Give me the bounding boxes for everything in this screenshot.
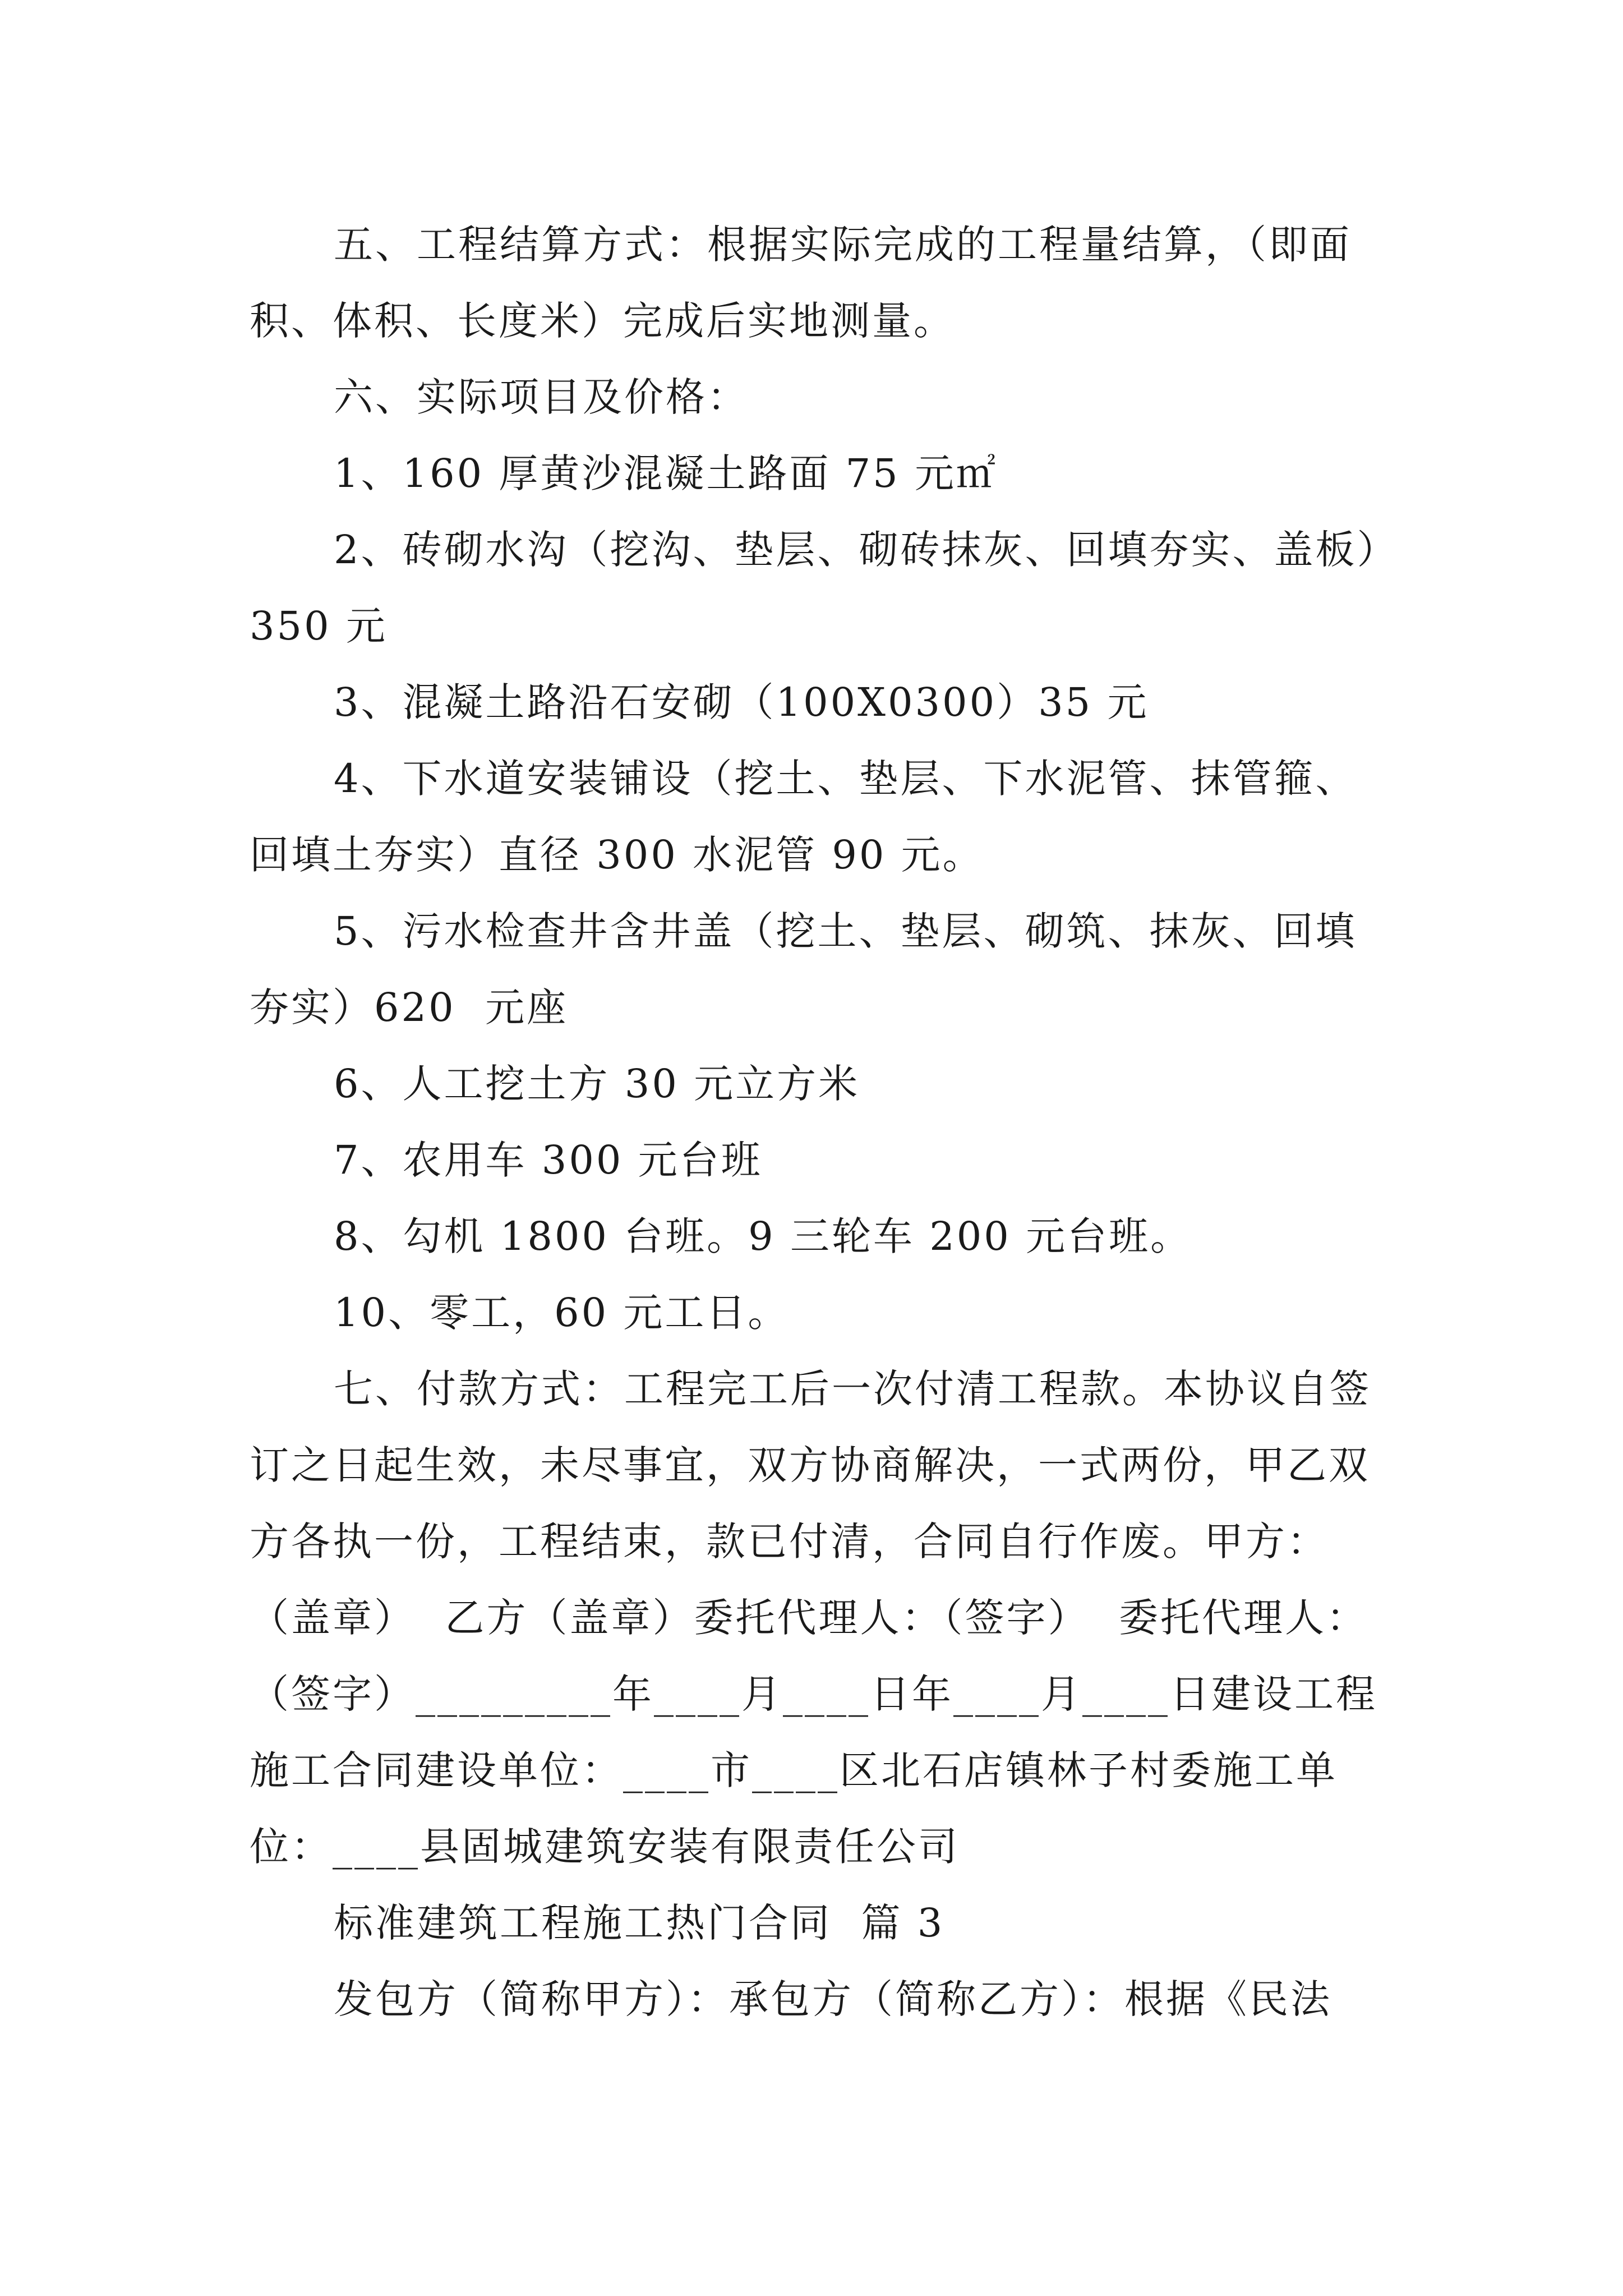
paragraph-item-2: 2、砖砌水沟（挖沟、垫层、砌砖抹灰、回填夯实、盖板）350 元	[250, 527, 1379, 649]
paragraph-item-1: 1、160 厚黄沙混凝土路面 75 元㎡	[334, 450, 998, 496]
paragraph-item-8-9: 8、勾机 1800 台班。9 三轮车 200 元台班。	[334, 1213, 1192, 1259]
paragraph-item-10: 10、零工，60 元工日。	[334, 1290, 790, 1336]
section-heading: 标准建筑工程施工热门合同 篇 3	[334, 1900, 945, 1946]
paragraph-items-heading: 六、实际项目及价格：	[334, 374, 749, 420]
paragraph-item-3: 3、混凝土路沿石安砌（100X0300）35 元	[334, 679, 1149, 725]
paragraph-parties: 发包方（简称甲方）：承包方（简称乙方）：根据《民法	[334, 1976, 1332, 2022]
paragraph-item-4: 4、下水道安装铺设（挖土、垫层、下水泥管、抹管箍、回填土夯实）直径 300 水泥管 90 元。	[250, 756, 1357, 878]
paragraph-payment: 七、付款方式：工程完工后一次付清工程款。本协议自签订之日起生效，未尽事宜，双方协商解决，一式两份，甲乙双方各执一份，工程结束，款已付清，合同自行作废。甲方：（盖章） 乙方（盖章）委托代理人：（签字） 委托代理人：（签字）_________年____月____日年____月____日建设工程施工合同建设单位：____市____区北石店镇林子村委施工单位：____县固城建筑安装有限责任公司	[250, 1366, 1377, 1870]
paragraph-settlement: 五、工程结算方式：根据实际完成的工程量结算，（即面积、体积、长度米）完成后实地测量。	[250, 222, 1352, 344]
paragraph-item-5: 5、污水检查井含井盖（挖土、垫层、砌筑、抹灰、回填夯实）620 元座	[250, 908, 1357, 1030]
paragraph-item-6: 6、人工挖土方 30 元立方米	[334, 1061, 860, 1107]
paragraph-item-7: 7、农用车 300 元台班	[334, 1137, 763, 1183]
document-body	[250, 206, 1382, 2037]
